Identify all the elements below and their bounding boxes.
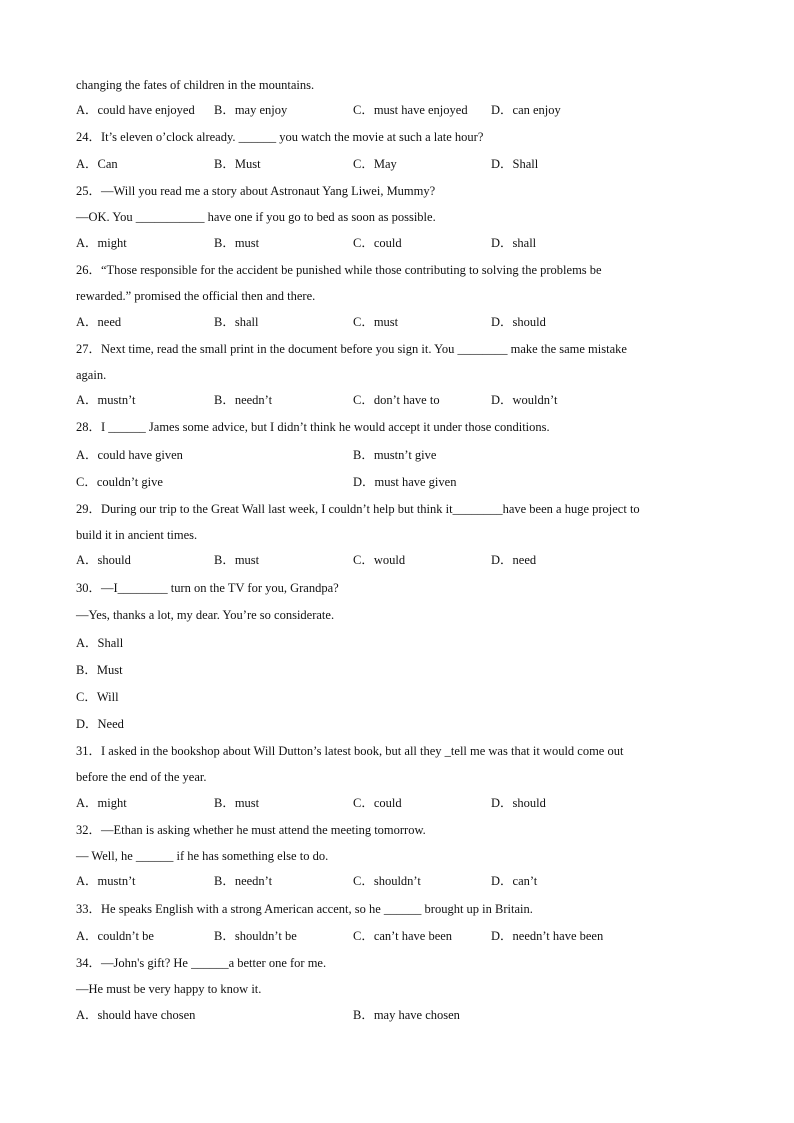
question-30: 30．—I________ turn on the TV for you, Grandpa? bbox=[76, 581, 339, 595]
option-a: A．should have chosen bbox=[76, 1008, 196, 1022]
text-line: rewarded.” promised the official then and there. bbox=[76, 289, 316, 303]
question-25: 25．—Will you read me a story about Astronaut Yang Liwei, Mummy? bbox=[76, 184, 436, 198]
option-d: D．wouldn’t bbox=[491, 393, 558, 407]
question-28: 28．I ______ James some advice, but I didn’t think he would accept it under those conditions. bbox=[76, 420, 550, 434]
option-d: D．should bbox=[491, 796, 546, 810]
option-c: C．Will bbox=[76, 690, 119, 704]
option-a: A．Shall bbox=[76, 636, 124, 650]
option-b: B．may enjoy bbox=[214, 103, 288, 117]
text-line: —He must be very happy to know it. bbox=[76, 982, 262, 996]
option-a: A．couldn’t be bbox=[76, 929, 154, 943]
text-line: changing the fates of children in the mountains. bbox=[76, 78, 315, 92]
option-d: D．need bbox=[491, 553, 537, 567]
option-b: B．shouldn’t be bbox=[214, 929, 297, 943]
text-line: —Yes, thanks a lot, my dear. You’re so considerate. bbox=[76, 608, 335, 622]
question-29: 29．During our trip to the Great Wall last week, I couldn’t help but think it________have been a huge project to bbox=[76, 502, 640, 516]
text-line: —OK. You ___________ have one if you go to bed as soon as possible. bbox=[76, 210, 436, 224]
option-c: C．shouldn’t bbox=[353, 874, 421, 888]
option-c: C．don’t have to bbox=[353, 393, 440, 407]
option-b: B．mustn’t give bbox=[353, 448, 437, 462]
option-b: B．Must bbox=[214, 157, 261, 171]
text-line: — Well, he ______ if he has something else to do. bbox=[76, 849, 329, 863]
option-c: C．must bbox=[353, 315, 399, 329]
option-b: B．may have chosen bbox=[353, 1008, 460, 1022]
question-24: 24．It’s eleven o’clock already. ______ you watch the movie at such a late hour? bbox=[76, 130, 484, 144]
option-c: C．May bbox=[353, 157, 397, 171]
option-c: C．would bbox=[353, 553, 406, 567]
option-d: D．should bbox=[491, 315, 546, 329]
option-a: A．should bbox=[76, 553, 131, 567]
option-a: A．could have given bbox=[76, 448, 183, 462]
option-a: A．Can bbox=[76, 157, 118, 171]
question-33: 33．He speaks English with a strong American accent, so he ______ brought up in Britain. bbox=[76, 902, 533, 916]
option-d: D．can’t bbox=[491, 874, 538, 888]
text-line: build it in ancient times. bbox=[76, 528, 198, 542]
question-32: 32．—Ethan is asking whether he must attend the meeting tomorrow. bbox=[76, 823, 426, 837]
option-c: C．can’t have been bbox=[353, 929, 453, 943]
option-a: A．might bbox=[76, 796, 127, 810]
option-d: D．must have given bbox=[353, 475, 457, 489]
option-a: A．mustn’t bbox=[76, 874, 136, 888]
question-34: 34．—John's gift? He ______a better one for me. bbox=[76, 956, 327, 970]
option-b: B．must bbox=[214, 236, 260, 250]
option-b: B．shall bbox=[214, 315, 259, 329]
option-d: D．shall bbox=[491, 236, 537, 250]
question-26: 26．“Those responsible for the accident be punished while those contributing to solving the problems be bbox=[76, 263, 602, 277]
option-d: D．Shall bbox=[491, 157, 539, 171]
text-line: before the end of the year. bbox=[76, 770, 207, 784]
option-a: A．mustn’t bbox=[76, 393, 136, 407]
text-line: again. bbox=[76, 368, 107, 382]
option-d: D．can enjoy bbox=[491, 103, 561, 117]
option-d: D．needn’t have been bbox=[491, 929, 604, 943]
option-c: C．could bbox=[353, 236, 402, 250]
question-31: 31．I asked in the bookshop about Will Dutton’s latest book, but all they _tell me was that it would come out bbox=[76, 744, 624, 758]
option-b: B．must bbox=[214, 796, 260, 810]
option-b: B．Must bbox=[76, 663, 123, 677]
option-b: B．needn’t bbox=[214, 393, 273, 407]
option-b: B．must bbox=[214, 553, 260, 567]
question-27: 27．Next time, read the small print in the document before you sign it. You ________ make the same mistake bbox=[76, 342, 627, 356]
option-c: C．could bbox=[353, 796, 402, 810]
option-b: B．needn’t bbox=[214, 874, 273, 888]
option-a: A．need bbox=[76, 315, 122, 329]
option-d: D．Need bbox=[76, 717, 124, 731]
option-c: C．must have enjoyed bbox=[353, 103, 468, 117]
option-c: C．couldn’t give bbox=[76, 475, 163, 489]
option-a: A．might bbox=[76, 236, 127, 250]
option-a: A．could have enjoyed bbox=[76, 103, 195, 117]
